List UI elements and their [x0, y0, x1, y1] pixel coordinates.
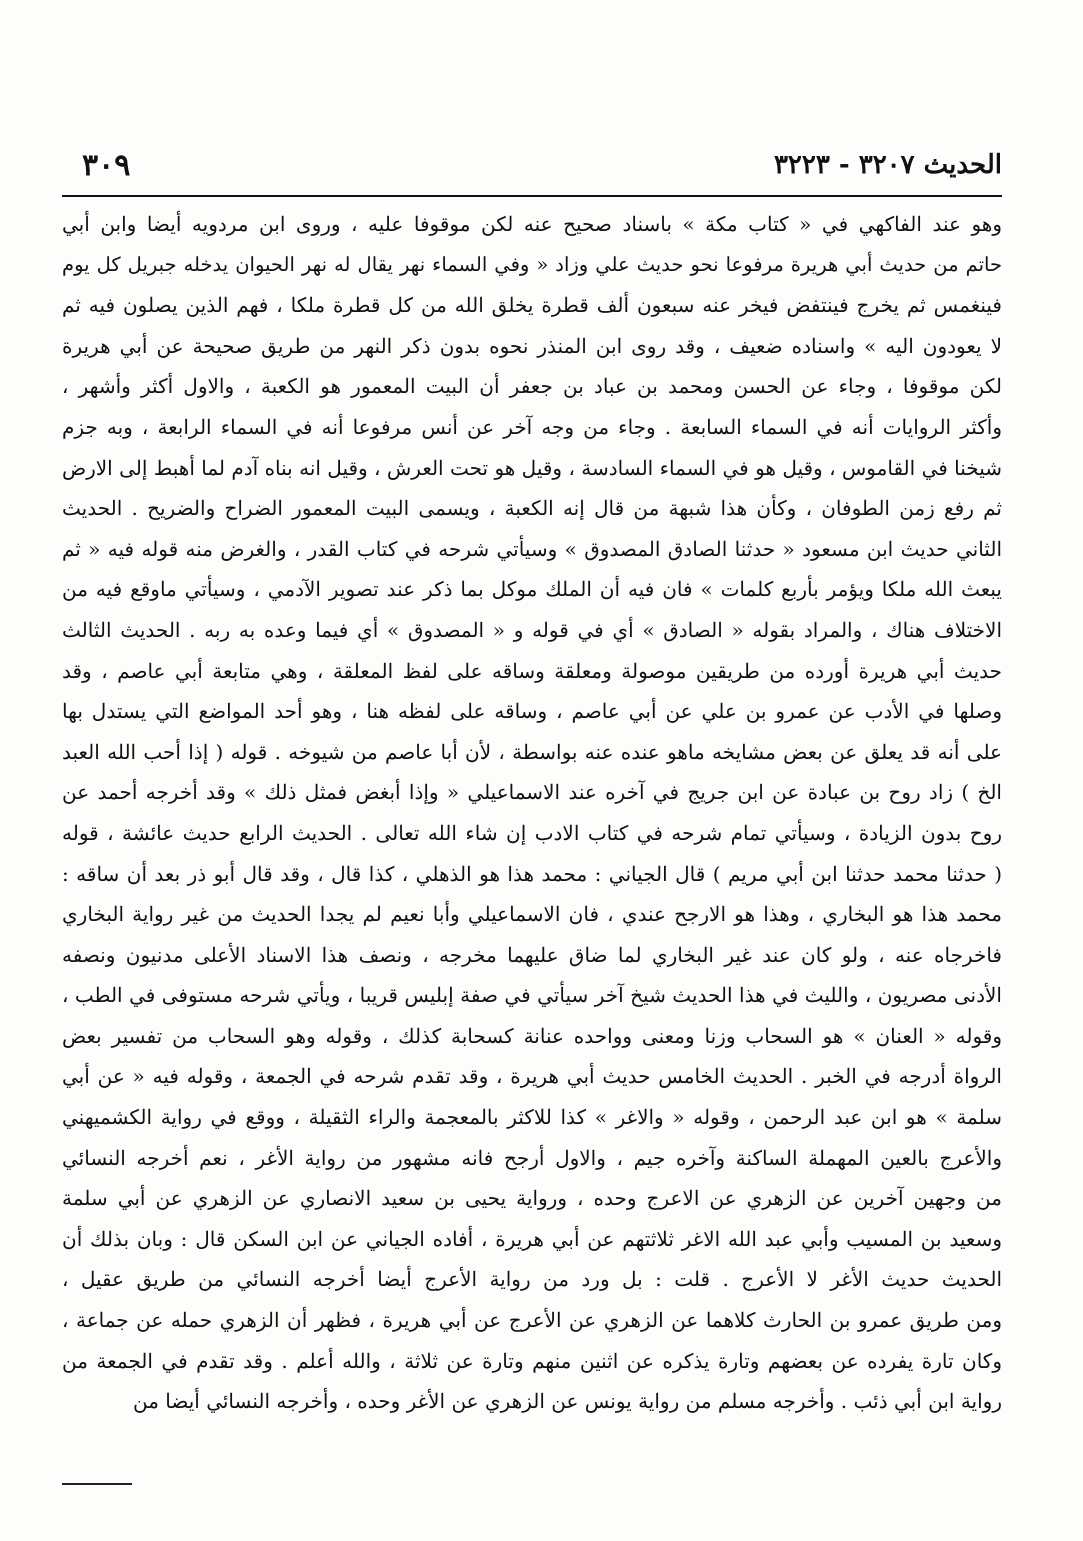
text-line: وهو عند الفاكهي في « كتاب مكة » باسناد صحيح عنه لكن موقوفا عليه ، وروى ابن مردويه أيضا وابن أبي: [62, 212, 1002, 236]
page-header: [62, 148, 1002, 190]
line-ornament: [62, 1483, 132, 1485]
commentary-text: [62, 204, 1002, 1422]
page-number: ٣٠٩: [82, 148, 131, 183]
header-rule: [62, 195, 1002, 197]
text-line: وأكثر الروايات أنه في السماء السابعة . وجاء من وجه آخر عن أنس مرفوعا أنه في السماء الرابعة ، وبه جزم: [62, 414, 1002, 439]
text-line: رواية ابن أبي ذئب . وأخرجه مسلم من رواية يونس عن الزهري عن الأغر وحده ، وأخرجه النسائي أيضا من: [132, 1389, 1002, 1414]
text-line: من وجهين آخرين عن الزهري عن الاعرج وحده ، ورواية يحيى بن سعيد الانصاري عن الزهري عن أبي سلمة: [62, 1186, 1002, 1211]
text-line: ومن طريق عمرو بن الحارث كلاهما عن الزهري عن الأعرج عن أبي هريرة ، فظهر أن الزهري حمله عن جماعة ،: [62, 1308, 1002, 1333]
text-line: محمد هذا هو البخاري ، وهذا هو الارجح عندي ، فان الاسماعيلي وأبا نعيم لم يجدا الحديث من غير رواية البخاري: [62, 902, 1002, 927]
text-line: وكان تارة يفرده عن بعضهم وتارة يذكره عن اثنين منهم وتارة عن ثلاثة ، والله أعلم . وقد تقدم في الجمعة من: [62, 1348, 1002, 1373]
text-line: شيخنا في القاموس ، وقيل هو في السماء السادسة ، وقيل هو تحت العرش ، وقيل انه بناه آدم لما أهبط إلى الارض: [62, 455, 1002, 480]
text-line: ( حدثنا محمد حدثنا ابن أبي مريم ) قال الجياني : محمد هذا هو الذهلي ، كذا قال ، وقد قال أبو ذر بعد أن ساقه :: [62, 861, 1002, 886]
text-line: والأعرج بالعين المهملة الساكنة وآخره جيم ، والاول أرجح فانه مشهور من رواية الأغر ، نعم أخرجه النسائي: [62, 1145, 1002, 1170]
text-line: الأدنى مصريون ، والليث في هذا الحديث شيخ آخر سيأتي في صفة إبليس قريبا ، ويأتي شرحه مستوفى في الطب ،: [62, 983, 1002, 1008]
text-line: لكن موقوفا ، وجاء عن الحسن ومحمد بن عباد بن جعفر أن البيت المعمور هو الكعبة ، والاول أكثر وأشهر ،: [62, 374, 1002, 399]
text-line: ثم رفع زمن الطوفان ، وكأن هذا شبهة من قال إنه الكعبة ، ويسمى البيت المعمور الضراح والضريح . الحديث: [62, 496, 1002, 521]
text-line: حاتم من حديث أبي هريرة مرفوعا نحو حديث علي وزاد « وفي السماء نهر يقال له نهر الحيوان يدخله جبريل كل يوم: [62, 252, 1002, 276]
text-line: روح بدون الزيادة ، وسيأتي تمام شرحه في كتاب الادب إن شاء الله تعالى . الحديث الرابع حديث عائشة ، قوله: [62, 820, 1002, 845]
text-line: سلمة » هو ابن عبد الرحمن ، وقوله « والاغر » كذا للاكثر بالمعجمة والراء الثقيلة ، ووقع في رواية الكشميهني: [62, 1105, 1002, 1130]
text-line: وقوله « العنان » هو السحاب وزنا ومعنى وواحده عنانة كسحابة كذلك ، وقوله وهو السحاب من تفسير بعض: [62, 1023, 1002, 1048]
text-line: الاختلاف هناك ، والمراد بقوله « الصادق » أي في قوله و « المصدوق » أي فيما وعده به ربه . الحديث الثالث: [62, 617, 1002, 642]
text-line: وصلها في الأدب عن عمرو بن علي عن أبي عاصم ، وساقه على لفظه هنا ، وهو أحد المواضع التي يستدل بها: [62, 699, 1002, 724]
text-line: الحديث حديث الأغر لا الأعرج . قلت : بل ورد من رواية الأعرج أيضا أخرجه النسائي من طريق عقيل ،: [62, 1267, 1002, 1292]
text-line: وسعيد بن المسيب وأبي عبد الله الاغر ثلاثتهم عن أبي هريرة ، أفاده الجياني عن ابن السكن قال : وبان بذلك أن: [62, 1226, 1002, 1251]
text-line: على أنه قد يعلق عن بعض مشايخه ماهو عنده عنه بواسطة ، لأن أبا عاصم من شيوخه . قوله ( إذا أحب الله العبد: [62, 739, 1002, 764]
running-title: الحديث ٣٢٠٧ - ٣٢٢٣: [773, 150, 1002, 180]
text-line: لا يعودون اليه » واسناده ضعيف ، وقد روى ابن المنذر نحوه بدون ذكر النهر من طريق صحيحة عن أبي هريرة: [62, 333, 1002, 358]
text-line: الخ ) زاد روح بن عبادة عن ابن جريج في آخره عند الاسماعيلي « وإذا أبغض فمثل ذلك » وقد أخرجه أحمد عن: [62, 780, 1002, 805]
text-line: يبعث الله ملكا ويؤمر بأربع كلمات » فان فيه أن الملك موكل بما ذكر عند تصوير الآدمي ، وسيأتي ماوقع فيه من: [62, 577, 1002, 602]
text-line: فاخرجاه عنه ، ولو كان عند غير البخاري لما ضاق عليهما مخرجه ، ونصف هذا الاسناد الأعلى مدنيون ونصفه: [62, 942, 1002, 967]
text-line: الرواة أدرجه في الخبر . الحديث الخامس حديث أبي هريرة ، وقد تقدم شرحه في الجمعة ، وقوله فيه « عن أبي: [62, 1064, 1002, 1089]
text-line: حديث أبي هريرة أورده من طريقين موصولة ومعلقة وساقه على لفظ المعلقة ، وهي متابعة أبي عاصم ، وقد: [62, 658, 1002, 683]
text-line: الثاني حديث ابن مسعود « حدثنا الصادق المصدوق » وسيأتي شرحه في كتاب القدر ، والغرض منه قوله فيه « ثم: [62, 536, 1002, 561]
text-line: فينغمس ثم يخرج فينتفض فيخر عنه سبعون ألف قطرة يخلق الله من كل قطرة ملكا ، فهم الذين يصلون فيه ثم: [62, 293, 1002, 318]
